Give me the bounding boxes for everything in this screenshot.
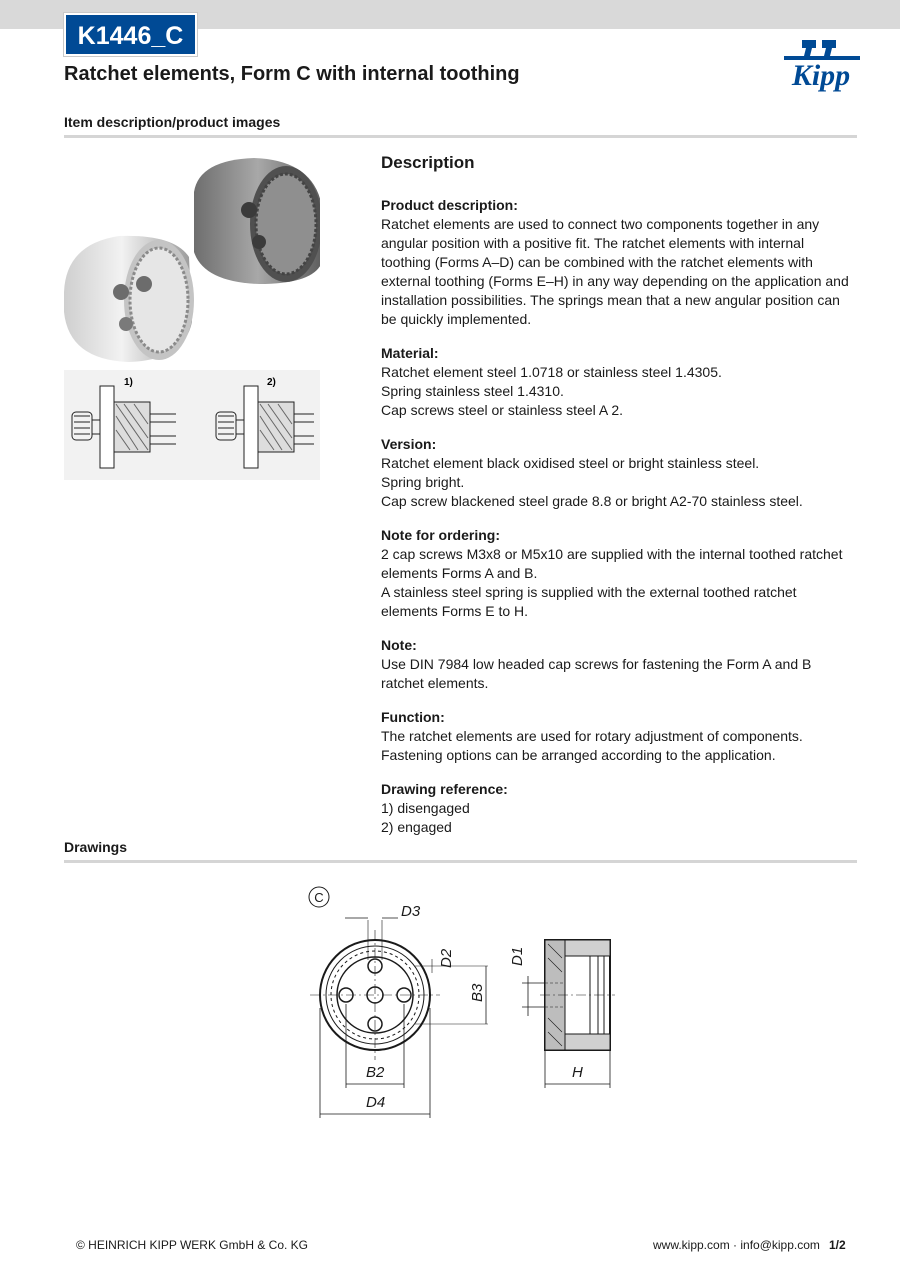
- block-text: Use DIN 7984 low headed cap screws for fastening the Form A and B ratchet elements.: [381, 656, 812, 691]
- logo-wordmark: Kipp: [791, 59, 851, 92]
- description-panel: [381, 152, 857, 852]
- footer-copyright: © HEINRICH KIPP WERK GmbH & Co. KG: [76, 1238, 308, 1252]
- section-rule: [64, 135, 857, 138]
- block-title: Version:: [381, 436, 437, 452]
- section-item-description: Item description/product images: [64, 114, 281, 130]
- form-label: C: [314, 890, 324, 905]
- technical-drawing: [300, 878, 630, 1128]
- block-text: 2 cap screws M3x8 or M5x10 are supplied with the internal toothed ratchet elements Forms A and B.: [381, 546, 843, 581]
- material-block: [381, 344, 857, 420]
- section-rule: [64, 860, 857, 863]
- drawing-label-2: 2): [267, 377, 276, 388]
- block-text: Cap screws steel or stainless steel A 2.: [381, 402, 623, 418]
- footer-contact[interactable]: www.kipp.com · info@kipp.com: [653, 1238, 820, 1252]
- function-block: [381, 708, 857, 765]
- assembly-drawings: [64, 370, 320, 480]
- dim-B3: B3: [469, 983, 486, 1002]
- note-for-ordering-block: [381, 526, 857, 621]
- block-text: 1) disengaged: [381, 800, 470, 816]
- dim-B2: B2: [366, 1064, 385, 1081]
- section-drawings: Drawings: [64, 839, 128, 855]
- product-description-block: [381, 196, 857, 329]
- block-text: Cap screw blackened steel grade 8.8 or bright A2-70 stainless steel.: [381, 493, 803, 509]
- block-title: Note for ordering:: [381, 527, 500, 543]
- block-text: Spring stainless steel 1.4310.: [381, 383, 564, 399]
- block-title: Function:: [381, 709, 445, 725]
- dim-D3: D3: [401, 903, 421, 920]
- description-heading: Description: [381, 153, 475, 172]
- article-code-badge: K1446_C: [64, 13, 197, 56]
- dim-D4: D4: [366, 1094, 386, 1111]
- page-title: Ratchet elements, Form C with internal toothing: [64, 63, 520, 85]
- block-title: Note:: [381, 637, 417, 653]
- block-text: Ratchet elements are used to connect two components together in any angular position with a positive fit. The ratchet elements with internal toothing (Forms A–D) can be combined with the ratchet elements with external toothing (Forms E–H) in any way depending on the application and installation possibilities. The springs mean that a new angular position can be quickly implemented.: [381, 216, 849, 327]
- block-text: Ratchet element black oxidised steel or bright stainless steel.: [381, 455, 760, 471]
- drawing-label-1: 1): [124, 377, 133, 388]
- block-title: Material:: [381, 345, 439, 361]
- block-text: The ratchet elements are used for rotary adjustment of components. Fastening options can be arranged according to the application.: [381, 728, 803, 763]
- footer-page-number: 1/2: [829, 1238, 846, 1252]
- dim-H: H: [572, 1064, 583, 1081]
- block-text: A stainless steel spring is supplied with the external toothed ratchet elements Forms E to H.: [381, 584, 797, 619]
- dim-D1: D1: [509, 946, 526, 966]
- block-title: Product description:: [381, 197, 518, 213]
- product-photo: [64, 152, 320, 364]
- drawing-reference-block: [381, 780, 857, 837]
- version-block: [381, 435, 857, 511]
- block-text: 2) engaged: [381, 819, 452, 835]
- note-block: [381, 636, 857, 693]
- kipp-logo: [782, 38, 860, 92]
- block-text: Ratchet element steel 1.0718 or stainless steel 1.4305.: [381, 364, 722, 380]
- block-title: Drawing reference:: [381, 781, 508, 797]
- block-text: Spring bright.: [381, 474, 465, 490]
- dim-D2: D2: [438, 948, 455, 968]
